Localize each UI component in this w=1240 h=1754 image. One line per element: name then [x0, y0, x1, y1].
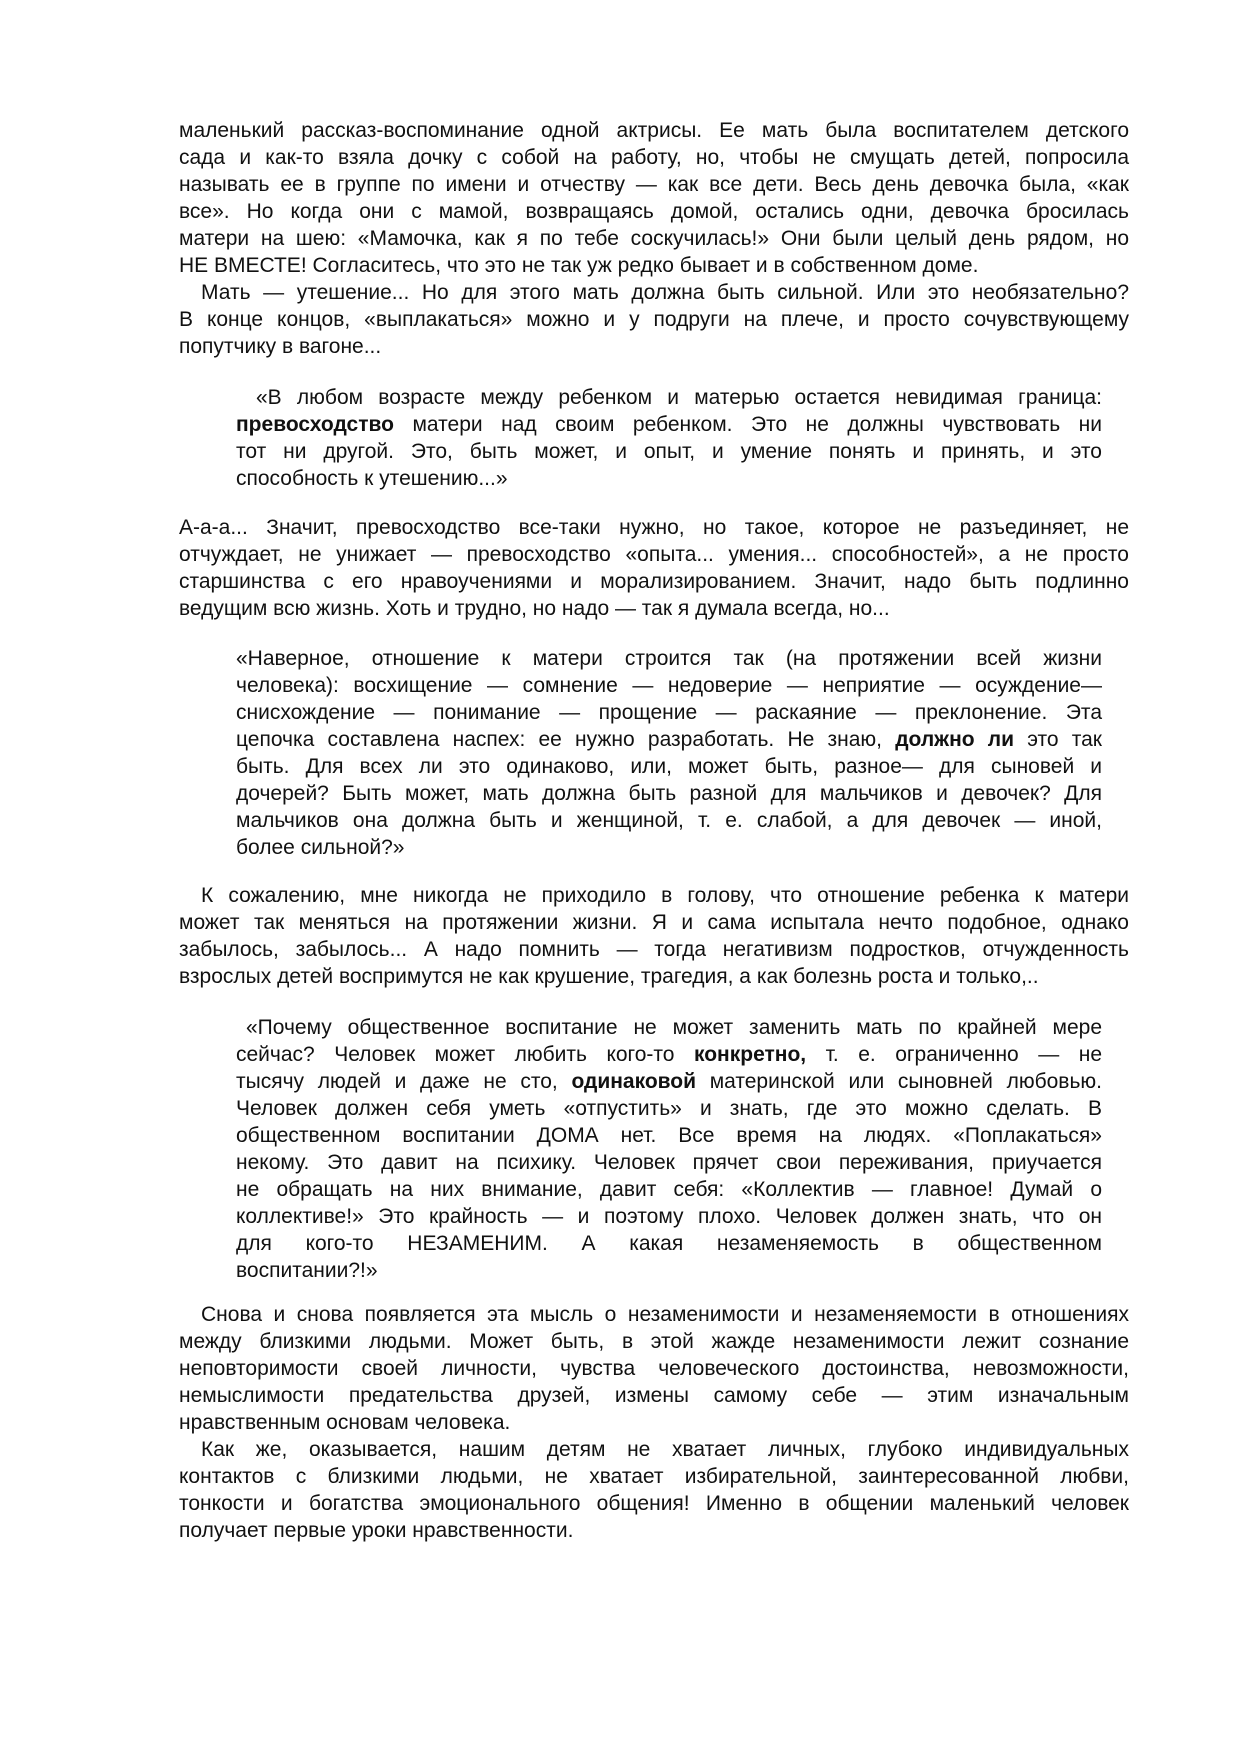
paragraph	[179, 1301, 1129, 1436]
text-line: попутчику в вагоне...	[179, 335, 382, 358]
text-line: для кого-то НЕЗАМЕНИМ. А какая незаменяемость в общественном	[236, 1232, 1102, 1255]
text-line: некому. Это давит на психику. Человек прячет свои переживания, приучается	[236, 1151, 1102, 1174]
text-line: Снова и снова появляется эта мысль о незаменимости и незаменяемости в отношениях	[201, 1303, 1129, 1326]
text-line: воспитании?!»	[236, 1259, 378, 1282]
text-line: дочерей? Быть может, мать должна быть разной для мальчиков и девочек? Для	[236, 782, 1102, 805]
quote-block	[236, 384, 1102, 492]
text-line: матери на шею: «Мамочка, как я по тебе соскучилась!» Они были целый день рядом, но	[179, 227, 1129, 250]
text-line: человека): восхищение — сомнение — недоверие — неприятие — осуждение—	[236, 674, 1102, 697]
paragraph	[179, 514, 1129, 622]
text-line: тысячу людей и даже не сто, одинаковой материнской или сыновней любовью.	[236, 1070, 1102, 1093]
text-line: В конце концов, «выплакаться» можно и у подруги на плече, и просто сочувствующему	[179, 308, 1129, 331]
text-line: способность к утешению...»	[236, 467, 508, 490]
text-line: не обращать на них внимание, давит себя: «Коллектив — главное! Думай о	[236, 1178, 1102, 1201]
text-line: коллективе!» Это крайность — и поэтому плохо. Человек должен знать, что он	[236, 1205, 1102, 1228]
bold-term: одинаковой	[571, 1070, 697, 1093]
text-line: ведущим всю жизнь. Хоть и трудно, но надо — так я думала всегда, но...	[179, 597, 890, 620]
bold-term: конкретно,	[693, 1043, 807, 1066]
text-line: старшинства с его нравоучениями и морализированием. Значит, надо быть подлинно	[179, 570, 1129, 593]
text-line: называть ее в группе по имени и отчеству — как все дети. Весь день девочка была, «как	[179, 173, 1129, 196]
text-line: сада и как-то взяла дочку с собой на работу, но, чтобы не смущать детей, попросила	[179, 146, 1129, 169]
text-line: маленький рассказ-воспоминание одной актрисы. Ее мать была воспитателем детского	[179, 119, 1129, 142]
text-line: Как же, оказывается, нашим детям не хватает личных, глубоко индивидуальных	[201, 1438, 1129, 1461]
text-line: взрослых детей воспримутся не как крушение, трагедия, а как болезнь роста и только,..	[179, 965, 1039, 988]
quote-block	[236, 645, 1102, 861]
text-line: более сильной?»	[236, 836, 405, 859]
paragraph	[179, 117, 1129, 279]
bold-term: превосходство	[236, 413, 394, 436]
quote-block	[236, 1014, 1102, 1284]
text-line: «В любом возрасте между ребенком и матерью остается невидимая граница:	[256, 386, 1102, 409]
text-line: все». Но когда они с мамой, возвращаясь домой, остались одни, девочка бросилась	[179, 200, 1129, 223]
text-line: Человек должен себя уметь «отпустить» и знать, где это можно сделать. В	[236, 1097, 1102, 1120]
text-line: превосходство матери над своим ребенком. Это не должны чувствовать ни	[236, 413, 1102, 436]
text-line: отчуждает, не унижает — превосходство «опыта... умения... способностей», а не просто	[179, 543, 1129, 566]
text-line: контактов с близкими людьми, не хватает избирательной, заинтересованной любви,	[179, 1465, 1129, 1488]
paragraph	[179, 279, 1129, 360]
paragraph	[179, 882, 1129, 990]
text-line: К сожалению, мне никогда не приходило в голову, что отношение ребенка к матери	[201, 884, 1129, 907]
text-line: тот ни другой. Это, быть может, и опыт, и умение понять и принять, и это	[236, 440, 1102, 463]
text-line: «Наверное, отношение к матери строится так (на протяжении всей жизни	[236, 647, 1102, 670]
text-line: забылось, забылось... А надо помнить — тогда негативизм подростков, отчужденность	[179, 938, 1129, 961]
text-line: быть. Для всех ли это одинаково, или, может быть, разное— для сыновей и	[236, 755, 1102, 778]
text-line: «Почему общественное воспитание не может заменить мать по крайней мере	[246, 1016, 1102, 1039]
text-line: получает первые уроки нравственности.	[179, 1519, 574, 1542]
bold-term: должно ли	[895, 728, 1015, 751]
text-line: неповторимости своей личности, чувства человеческого достоинства, невозможности,	[179, 1357, 1129, 1380]
text-line: может так меняться на протяжении жизни. Я и сама испытала нечто подобное, однако	[179, 911, 1129, 934]
text-line: сейчас? Человек может любить кого-то конкретно, т. е. ограниченно — не	[236, 1043, 1102, 1066]
text-line: НЕ ВМЕСТЕ! Согласитесь, что это не так уж редко бывает и в собственном доме.	[179, 254, 979, 277]
text-line: между близкими людьми. Может быть, в этой жажде незаменимости лежит сознание	[179, 1330, 1129, 1353]
text-line: цепочка составлена наспех: ее нужно разработать. Не знаю, должно ли это так	[236, 728, 1102, 751]
text-line: снисхождение — понимание — прощение — раскаяние — преклонение. Эта	[236, 701, 1102, 724]
text-line: А-а-а... Значит, превосходство все-таки нужно, но такое, которое не разъединяет, не	[179, 516, 1129, 539]
text-line: мальчиков она должна быть и женщиной, т. е. слабой, а для девочек — иной,	[236, 809, 1102, 832]
text-line: нравственным основам человека.	[179, 1411, 511, 1434]
text-line: немыслимости предательства друзей, измены самому себе — этим изначальным	[179, 1384, 1129, 1407]
paragraph	[179, 1436, 1129, 1544]
text-line: общественном воспитании ДОМА нет. Все время на людях. «Поплакаться»	[236, 1124, 1102, 1147]
text-line: тонкости и богатства эмоционального общения! Именно в общении маленький человек	[179, 1492, 1129, 1515]
text-line: Мать — утешение... Но для этого мать должна быть сильной. Или это необязательно?	[201, 281, 1129, 304]
